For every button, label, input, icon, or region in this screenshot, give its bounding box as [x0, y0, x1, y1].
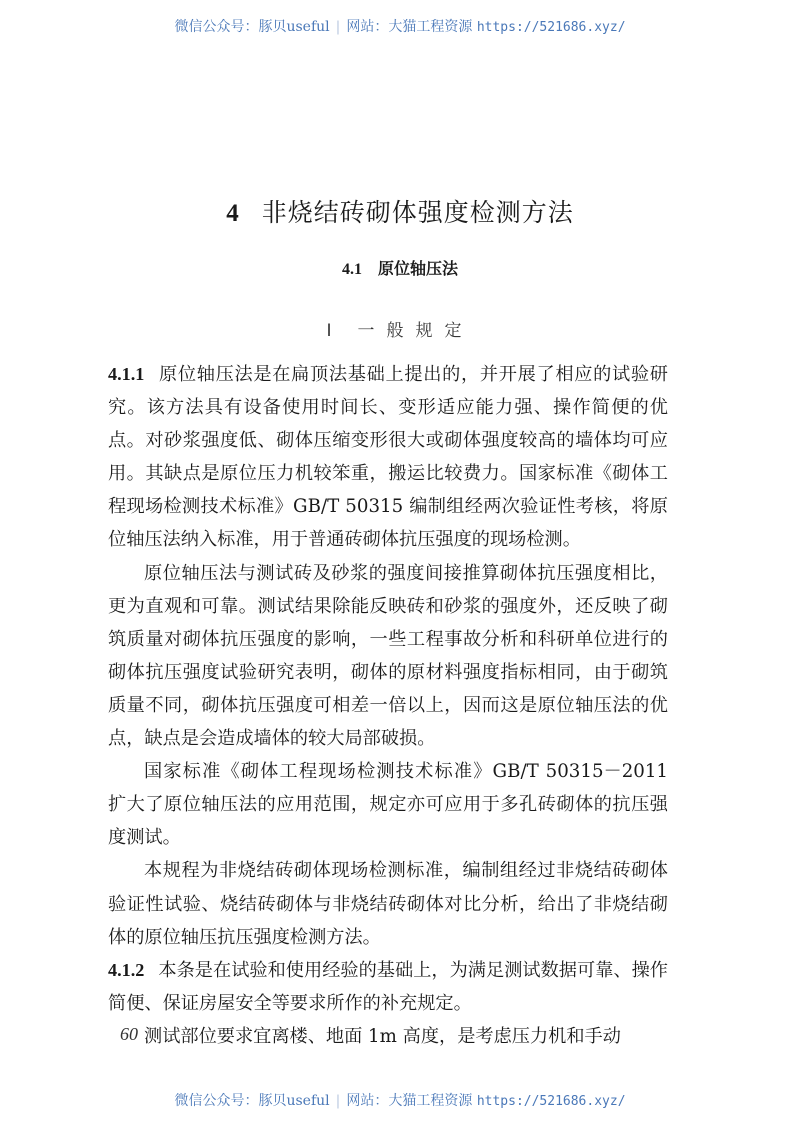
- watermark-separator: |: [335, 1093, 341, 1109]
- watermark-footer: [0, 1090, 800, 1110]
- watermark-account: 微信公众号：豚贝useful: [174, 1093, 330, 1109]
- clause-4-1-1-paragraph-1: [108, 358, 668, 557]
- watermark-url[interactable]: https://521686.xyz/: [476, 1094, 626, 1109]
- section-title: [0, 256, 800, 279]
- chapter-title-text: 非烧结砖砌体强度检测方法: [261, 198, 574, 227]
- page-number: 60: [120, 1024, 138, 1044]
- watermark-url[interactable]: https://521686.xyz/: [476, 20, 626, 35]
- watermark-site: 网站：大猫工程资源: [346, 1093, 473, 1109]
- watermark-site: 网站：大猫工程资源: [346, 19, 473, 35]
- paragraph-text: 本条是在试验和使用经验的基础上，为满足测试数据可靠、操作简便、保证房屋安全等要求所作的补充规定。: [108, 959, 668, 1014]
- section-number: 4.1: [341, 261, 362, 278]
- clause-4-1-2-paragraph-2: 测试部位要求宜离楼、地面 1m 高度，是考虑压力机和手动: [144, 1025, 621, 1047]
- body-text: [108, 358, 668, 1053]
- chapter-title: [0, 193, 800, 229]
- clause-4-1-1-paragraph-2: 原位轴压法与测试砖及砂浆的强度间接推算砌体抗压强度相比，更为直观和可靠。测试结果除能反映砖和砂浆的强度外，还反映了砌筑质量对砌体抗压强度的影响，一些工程事故分析和科研单位进行的砌体抗压强度试验研究表明，砌体的原材料强度指标相同，由于砌筑质量不同，砌体抗压强度可相差一倍以上，因而这是原位轴压法的优点，缺点是会造成墙体的较大局部破损。: [108, 562, 668, 750]
- watermark-separator: |: [335, 19, 341, 35]
- paragraph-text: 原位轴压法是在扁顶法基础上提出的，并开展了相应的试验研究。该方法具有设备使用时间长、变形适应能力强、操作简便的优点。对砂浆强度低、砌体压缩变形很大或砌体强度较高的墙体均可应用。其缺点是原位压力机较笨重，搬运比较费力。国家标准《砌体工程现场检测技术标准》GB/T 50315 编制组经两次验证性考核，将原位轴压法纳入标准，用于普通砖砌体抗压强度的现场检测。: [108, 364, 668, 551]
- clause-number: 4.1.1: [108, 364, 145, 384]
- watermark-header: [0, 16, 800, 36]
- clause-4-1-1-paragraph-4: 本规程为非烧结砖砌体现场检测标准，编制组经过非烧结砖砌体验证性试验、烧结砖砌体与非烧结砖砌体对比分析，给出了非烧结砌体的原位轴压抗压强度检测方法。: [108, 860, 668, 948]
- subsection-title: [0, 316, 800, 341]
- watermark-account: 微信公众号：豚贝useful: [174, 19, 330, 35]
- clause-4-1-1-paragraph-3: 国家标准《砌体工程现场检测技术标准》GB/T 50315－2011 扩大了原位轴压法的应用范围，规定亦可应用于多孔砖砌体的抗压强度测试。: [108, 761, 668, 849]
- subsection-number: Ⅰ: [326, 321, 332, 340]
- section-title-text: 原位轴压法: [377, 259, 458, 278]
- clause-number: 4.1.2: [108, 959, 145, 980]
- subsection-title-text: 一般规定: [357, 321, 474, 341]
- clause-4-1-2-paragraph-1: [108, 954, 668, 1020]
- chapter-number: 4: [226, 200, 240, 227]
